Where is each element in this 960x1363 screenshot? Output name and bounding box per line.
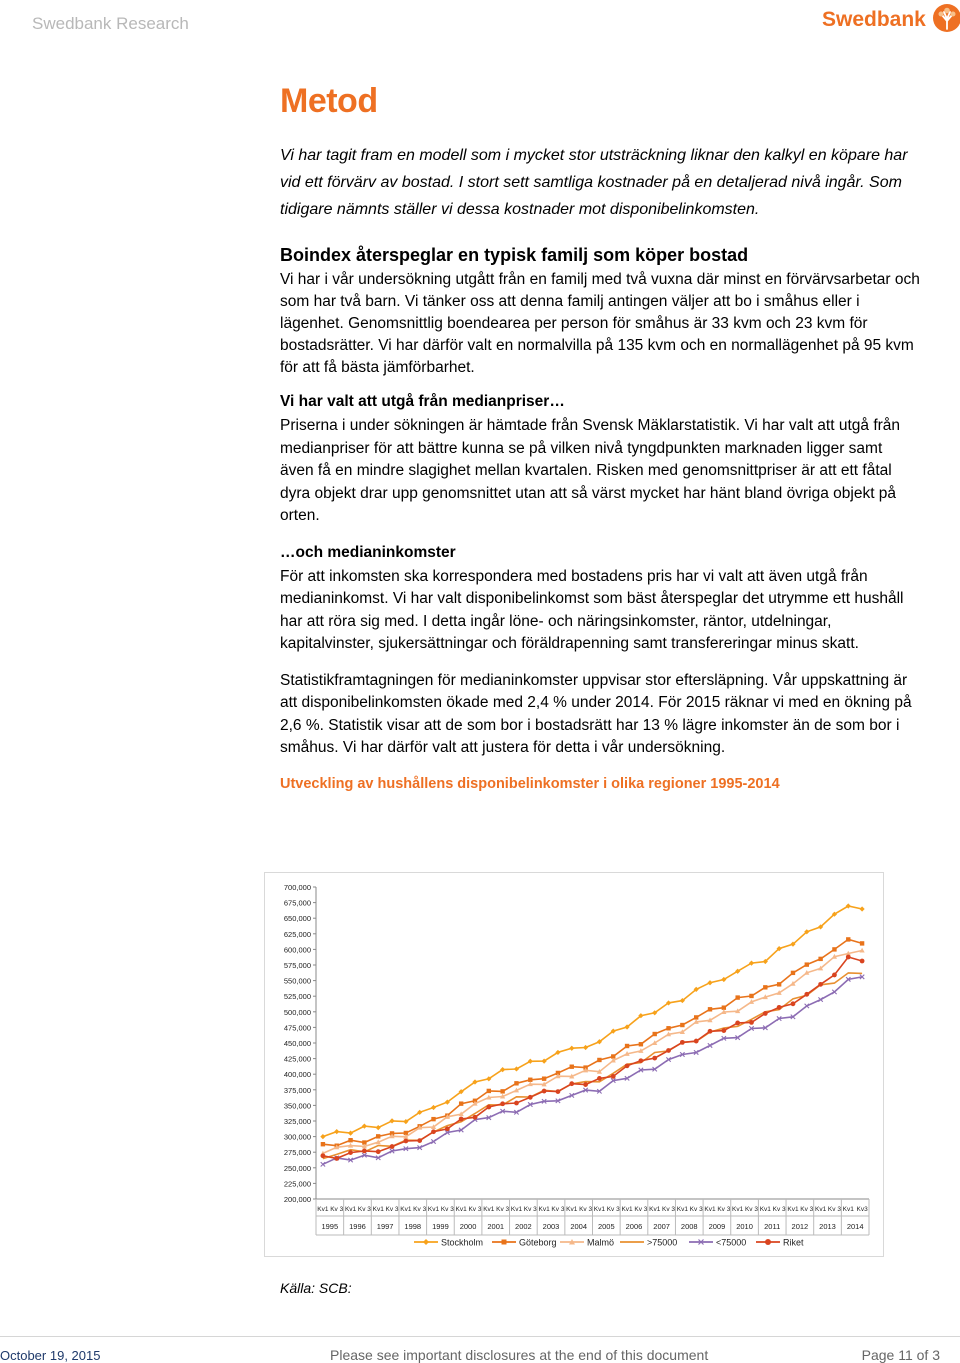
x-tick-label: Kv1: [593, 1206, 606, 1213]
data-point-Göteborg: [680, 1023, 684, 1027]
data-point-Riket: [514, 1101, 519, 1106]
year-label: 2011: [764, 1222, 781, 1231]
x-tick-label: Kv 3: [662, 1206, 676, 1213]
legend-label-Malmö: Malmö: [587, 1237, 615, 1248]
y-tick-label: 300,000: [283, 1132, 311, 1142]
data-point-Göteborg: [348, 1138, 352, 1142]
x-tick-label: Kv1: [787, 1206, 799, 1213]
x-tick-label: Kv1: [538, 1206, 550, 1213]
chart-heading: Utveckling av hushållens disponibelinkomster i olika regioner 1995-2014: [280, 775, 780, 792]
data-point-Göteborg: [777, 982, 781, 986]
year-label: 2014: [846, 1222, 864, 1231]
x-tick-label: Kv 3: [689, 1206, 703, 1213]
year-label: 1998: [404, 1222, 422, 1231]
x-tick-label: Kv 3: [634, 1206, 648, 1213]
main-content: [280, 80, 920, 792]
footer-page-number: Page 11 of 3: [861, 1347, 940, 1363]
y-tick-label: 250,000: [283, 1163, 311, 1173]
data-point-Göteborg: [570, 1065, 574, 1069]
y-tick-label: 350,000: [283, 1101, 311, 1111]
data-point-Riket: [791, 1001, 796, 1006]
data-point-Riket: [763, 1011, 768, 1016]
year-label: 2007: [653, 1222, 670, 1231]
data-point-Riket: [694, 1039, 699, 1044]
footer-disclaimer: Please see important disclosures at the end of this document: [330, 1347, 709, 1363]
x-tick-label: Kv1: [317, 1206, 329, 1213]
data-point-Göteborg: [749, 994, 753, 998]
y-tick-label: 400,000: [283, 1070, 311, 1080]
legend-label-<75000: <75000: [716, 1237, 747, 1248]
x-tick-label: Kv1: [676, 1206, 688, 1213]
y-tick-label: 600,000: [283, 945, 311, 955]
data-point-Göteborg: [625, 1044, 629, 1048]
data-point-Göteborg: [487, 1089, 491, 1093]
x-tick-label: Kv 3: [551, 1206, 565, 1213]
data-point-Riket: [556, 1089, 561, 1094]
data-point-Göteborg: [639, 1042, 643, 1046]
x-tick-label: Kv 3: [579, 1206, 593, 1213]
x-tick-label: Kv1: [842, 1206, 854, 1213]
data-point-Göteborg: [860, 941, 864, 945]
x-tick-label: Kv1: [704, 1206, 716, 1213]
data-point-Göteborg: [846, 937, 850, 941]
footer-date: October 19, 2015: [0, 1348, 101, 1363]
data-point-Riket: [818, 982, 823, 987]
section-body-statistik: Statistikframtagningen för medianinkomster uppvisar stor eftersläpning. Vår uppskattning är att disponibelinkomsten ökade med 2,4 % under 2014. För 2015 räknar vi med en ökning på 2,6 %. Statistik visar att de som bor i bostadsrätt har 13 % lägre inkomster än de som bor i småhus. Vi har därför valt att justera för detta i vår undersökning.: [280, 671, 912, 756]
y-tick-label: 525,000: [283, 992, 311, 1002]
y-tick-label: 325,000: [283, 1117, 311, 1126]
legend-label-Göteborg: Göteborg: [519, 1237, 557, 1248]
year-label: 2005: [597, 1222, 615, 1231]
x-tick-label: Kv 3: [827, 1206, 841, 1213]
data-point-Riket: [583, 1082, 588, 1087]
section-heading-boindex: Boindex återspeglar en typisk familj som köper bostad: [280, 245, 749, 265]
year-label: 2004: [570, 1222, 588, 1231]
x-tick-label: Kv1: [649, 1206, 661, 1213]
x-tick-label: Kv 3: [385, 1206, 399, 1213]
data-point-Riket: [832, 973, 837, 978]
data-point-Riket: [777, 1005, 782, 1010]
data-point-Göteborg: [653, 1032, 657, 1036]
section-heading-medianinkomster: …och medianinkomster: [280, 543, 456, 561]
x-tick-label: Kv1: [815, 1206, 827, 1213]
data-point-Göteborg: [431, 1117, 435, 1121]
x-tick-label: Kv 3: [744, 1206, 758, 1213]
data-point-Riket: [666, 1048, 671, 1053]
y-tick-label: 450,000: [283, 1039, 311, 1048]
y-tick-label: 625,000: [283, 929, 311, 939]
data-point-Göteborg: [500, 1089, 504, 1093]
year-label: 2002: [515, 1222, 532, 1231]
x-tick-label: Kv 3: [800, 1206, 814, 1213]
data-point-Riket: [597, 1076, 602, 1081]
data-point-Göteborg: [542, 1076, 546, 1080]
x-tick-label: Kv 3: [606, 1206, 620, 1213]
year-label: 1995: [321, 1222, 339, 1231]
swedbank-logo: [822, 4, 960, 36]
legend-label-Riket: Riket: [783, 1237, 804, 1248]
x-tick-label: Kv1: [621, 1206, 633, 1213]
data-point-Riket: [445, 1126, 450, 1131]
data-point-Göteborg: [376, 1134, 380, 1138]
y-tick-label: 425,000: [283, 1054, 311, 1064]
x-tick-label: Kv1: [759, 1206, 771, 1213]
x-tick-label: Kv 3: [413, 1206, 427, 1213]
y-tick-label: 500,000: [283, 1007, 311, 1017]
page-header: [0, 0, 960, 48]
x-tick-label: Kv 3: [496, 1206, 510, 1213]
x-tick-label: Kv1: [510, 1206, 523, 1213]
data-point-Göteborg: [694, 1015, 698, 1019]
y-tick-label: 475,000: [283, 1023, 311, 1033]
data-point-Göteborg: [708, 1007, 712, 1011]
data-point-Göteborg: [666, 1026, 670, 1030]
year-label: 1996: [349, 1222, 366, 1231]
legend-marker: [765, 1239, 771, 1245]
data-point-Riket: [680, 1040, 685, 1045]
x-tick-label: Kv 3: [440, 1206, 454, 1213]
legend-marker: [502, 1240, 507, 1245]
oak-tree-icon: [932, 3, 960, 38]
data-point-Göteborg: [528, 1078, 532, 1082]
data-point-Riket: [528, 1095, 533, 1100]
x-tick-label: Kv 3: [330, 1206, 344, 1213]
y-tick-label: 675,000: [283, 898, 311, 908]
data-point-Göteborg: [805, 962, 809, 966]
page-title: Metod: [280, 82, 378, 120]
data-point-Riket: [431, 1129, 436, 1134]
year-label: 2008: [680, 1222, 698, 1231]
y-tick-label: 375,000: [283, 1085, 311, 1095]
data-point-Göteborg: [321, 1142, 325, 1146]
data-point-Riket: [735, 1021, 740, 1026]
x-tick-label: Kv 3: [523, 1206, 537, 1213]
data-point-Riket: [376, 1149, 381, 1154]
data-point-Riket: [860, 959, 865, 964]
y-tick-label: 225,000: [283, 1179, 311, 1189]
data-point-Riket: [459, 1117, 464, 1122]
data-point-Riket: [611, 1074, 616, 1079]
y-tick-label: 700,000: [283, 883, 311, 892]
year-label: 2012: [791, 1222, 809, 1231]
y-tick-label: 550,000: [283, 976, 311, 986]
year-label: 2013: [819, 1222, 836, 1231]
x-tick-label: Kv1: [483, 1206, 495, 1213]
x-tick-label: Kv1: [455, 1206, 467, 1213]
year-label: 2001: [487, 1222, 505, 1231]
data-point-Riket: [348, 1150, 353, 1155]
section-body-boindex: Vi har i vår undersökning utgått från en familj med två vuxna där minst en förvärvsarbetar och som har två barn. Vi tänker oss att denna familj antingen väljer att bo i småhus eller i lägenhet. Genomsnittlig boendearea per person för småhus är 33 kvm och 23 kvm för bostadsrätter. Vi har därför valt en normalvilla på 135 kvm och en normallägenhet på 95 kvm för att få bästa jämförbarhet.: [280, 271, 920, 376]
data-point-Riket: [638, 1058, 643, 1063]
year-label: 2009: [708, 1222, 726, 1231]
data-point-Riket: [749, 1020, 754, 1025]
data-point-Göteborg: [832, 947, 836, 951]
page-footer: [0, 1336, 960, 1363]
x-tick-label: Kv1: [427, 1206, 440, 1213]
legend-label-Stockholm: Stockholm: [441, 1237, 484, 1248]
data-point-Göteborg: [791, 971, 795, 975]
x-tick-label: Kv3: [856, 1206, 868, 1213]
income-line-chart: [264, 872, 884, 1257]
data-point-Riket: [362, 1148, 367, 1153]
year-label: 2006: [625, 1222, 643, 1231]
year-label: 2003: [542, 1222, 560, 1231]
year-label: 1997: [376, 1222, 394, 1231]
x-tick-label: Kv1: [732, 1206, 744, 1213]
section-body-medianinkomster: För att inkomsten ska korrespondera med bostadens pris har vi valt att även utgå från medianinkomst. Vi har valt disponibelinkomst som bäst återspeglar det utrymme ett hushåll har att röra sig med. I detta ingår löne- och näringsinkomster, räntor, utdelningar, kapitalvinster, sjukersättningar och föräldrapenning samt transfereringar minus skatt.: [280, 567, 904, 652]
data-point-Göteborg: [763, 985, 767, 989]
y-tick-label: 575,000: [283, 961, 311, 970]
data-point-Riket: [846, 955, 851, 960]
data-point-Riket: [708, 1029, 713, 1034]
data-point-Göteborg: [597, 1058, 601, 1062]
data-point-Riket: [473, 1115, 478, 1120]
x-tick-label: Kv1: [400, 1206, 412, 1213]
x-tick-label: Kv1: [372, 1206, 384, 1213]
data-point-Riket: [542, 1089, 547, 1094]
logo-text: Swedbank: [822, 8, 926, 31]
data-point-Riket: [321, 1153, 326, 1158]
intro-paragraph: Vi har tagit fram en modell som i mycket stor utsträckning liknar den kalkyl en köpare har vid ett förvärv av bostad. I stort sett samtliga kostnader på en detaljerad nivå ingår. Som tidigare nämnts ställer vi dessa kostnader mot disponibelinkomsten.: [280, 147, 908, 218]
year-label: 1999: [432, 1222, 449, 1231]
income-chart: [264, 872, 884, 1257]
data-point-Göteborg: [818, 957, 822, 961]
data-point-Riket: [334, 1156, 339, 1161]
y-tick-label: 650,000: [283, 914, 311, 924]
data-point-Riket: [721, 1028, 726, 1033]
y-tick-label: 200,000: [283, 1195, 311, 1204]
year-label: 2000: [459, 1222, 477, 1231]
data-point-Riket: [486, 1105, 491, 1110]
data-point-Riket: [417, 1138, 422, 1143]
data-point-Riket: [403, 1139, 408, 1144]
x-tick-label: Kv 3: [717, 1206, 731, 1213]
data-point-Riket: [390, 1144, 395, 1149]
y-tick-label: 275,000: [283, 1148, 311, 1158]
x-tick-label: Kv 3: [468, 1206, 482, 1213]
data-point-Göteborg: [735, 995, 739, 999]
x-tick-label: Kv 3: [357, 1206, 371, 1213]
data-point-Göteborg: [459, 1101, 463, 1105]
x-tick-label: Kv1: [344, 1206, 357, 1213]
section-heading-medianpriser: Vi har valt att utgå från medianpriser…: [280, 393, 565, 410]
legend-label->75000: >75000: [647, 1237, 678, 1248]
data-point-Göteborg: [514, 1081, 518, 1085]
data-point-Riket: [500, 1101, 505, 1106]
chart-source: Källa: SCB:: [280, 1280, 352, 1296]
data-point-Riket: [625, 1063, 630, 1068]
section-body-medianpriser: Priserna i under sökningen är hämtade från Svensk Mäklarstatistik. Vi har valt att utgå från medianpriser för att bättre kunna se på vilken nivå tyngdpunkten marknaden ligger samt även få en mindre slagighet mellan kvartalen. Risken med genomsnittpriser är att ett fåtal dyra objekt drar upp genomsnittet utan att så värst mycket har hänt bland övriga objekt på orten.: [280, 417, 901, 524]
year-label: 2010: [736, 1222, 753, 1231]
data-point-Riket: [804, 992, 809, 997]
data-point-Riket: [652, 1056, 657, 1061]
x-tick-label: Kv1: [566, 1206, 578, 1213]
x-tick-label: Kv 3: [772, 1206, 786, 1213]
report-series-title: Swedbank Research: [32, 14, 189, 33]
data-point-Riket: [569, 1081, 574, 1086]
